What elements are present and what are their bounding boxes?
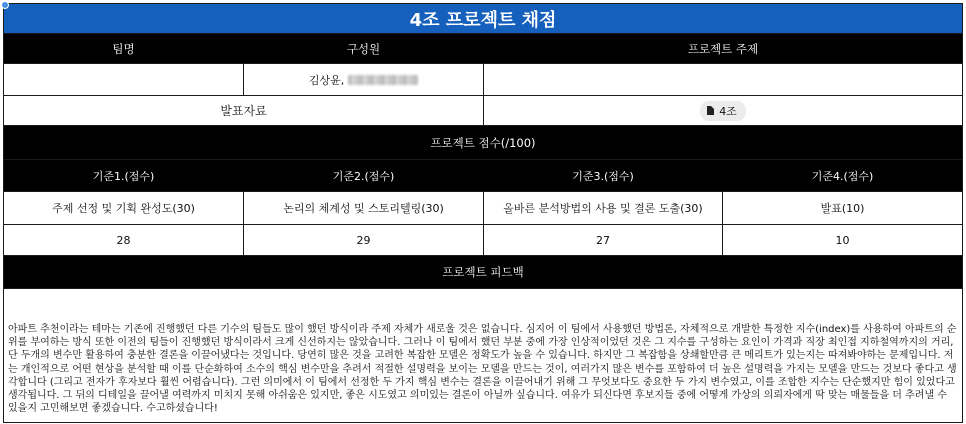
team-name-header: 팀명 [4,34,244,63]
criterion-3-label: 기준3.(점수) [484,160,723,191]
page-title: 4조 프로젝트 채점 [4,4,962,34]
criterion-2-desc: 논리의 체계성 및 스토리텔링(30) [244,192,484,224]
feedback-text[interactable]: 아파트 추천이라는 테마는 기존에 진행했던 다른 기수의 팀들도 많이 했던 방식이라 주제 자체가 새로울 것은 없습니다. 심지어 이 팀에서 사용했던 방법론, 자체적으로 개발한 특정한 지수(index)를 사용하여 아파트의 순위를 부여하는 방식 또한 이전의 팀들이 진행했던 방식이라서 크게 신선하지는 않았습니다. 그러나 이 팀에서 했던 부분 중에 가장 인상적이었던 것은 그 지수를 구성하는 요인이 가격과 직장 최인접 지하철역까지의 거리, 단 두개의 변수만 활용하여 충분한 결론을 이끌어냈다는 것입니다. 당연히 많은 것을 고려한 복잡한 모델은 정확도가 높을 수 있습니다. 하지만 그 복잡함을 상쇄할만큼 큰 메리트가 있는지는 따져봐야하는 문제입니다. 저는 개인적으로 어떤 현상을 분석할 때 이를 단순화하여 소수의 핵심 변수만을 추려서 적절한 설명력을 보이는 모델을 만드는 것이, 여러가지 많은 변수를 포함하여 더 높은 설명력을 가지는 모델을 만드는 것보다 좋다고 생각합니다 (그리고 전자가 후자보다 훨씬 어렵습니다). 그런 의미에서 이 팀에서 선정한 두 가지 핵심 변수는 결론을 이끌어내기 위해 그 무엇보다도 중요한 두 가지 변수였고, 이를 조합한 지수는 단순했지만 힘이 있었다고 생각됩니다. 그 뒤의 디테일을 끌어낼 여력까지 미치지 못해 아쉬움은 있지만, 좋은 시도였고 의미있는 결론이 아닐까 싶습니다. 여유가 되신다면 후보지들 중에 어떻게 가상의 의뢰자에게 딱 맞는 매물들을 더 추려낼 수 있을지 고민해보면 좋겠습니다. 수고하셨습니다! [8,324,957,415]
attachment-label: 4조 [719,104,737,118]
criteria-header-row [4,160,962,192]
member-name: 김상윤, [308,73,345,87]
criterion-1-label: 기준1.(점수) [4,160,244,191]
topic-header: 프로젝트 주제 [687,41,759,56]
topic-cell[interactable] [484,64,962,95]
redacted-names [348,75,418,85]
material-row [4,96,962,126]
criterion-1-desc: 주제 선정 및 기획 완성도(30) [4,192,244,224]
criterion-4-score[interactable]: 10 [835,233,850,247]
criterion-4-desc: 발표(10) [820,202,865,215]
members-header: 구성원 [244,34,484,63]
team-info-row [4,64,962,96]
team-name-cell[interactable] [4,64,244,95]
criterion-3-desc: 올바른 분석방법의 사용 및 결론 도출(30) [484,192,723,224]
members-cell[interactable] [244,64,484,95]
material-cell [484,96,962,125]
score-section-title: 프로젝트 점수(/100) [4,126,962,160]
criterion-2-label: 기준2.(점수) [244,160,484,191]
selection-handle[interactable] [1,1,9,9]
feedback-section-title: 프로젝트 피드백 [4,256,962,289]
attachment-chip[interactable] [700,101,746,121]
criterion-1-score[interactable]: 28 [4,225,244,255]
criterion-4-label: 기준4.(점수) [811,169,874,183]
criteria-description-row [4,192,962,225]
team-header-row [4,34,962,64]
criteria-score-row [4,225,962,256]
grading-sheet [3,3,963,423]
criterion-2-score[interactable]: 29 [244,225,484,255]
material-label: 발표자료 [4,96,484,125]
file-icon [707,106,714,115]
criterion-3-score[interactable]: 27 [484,225,723,255]
